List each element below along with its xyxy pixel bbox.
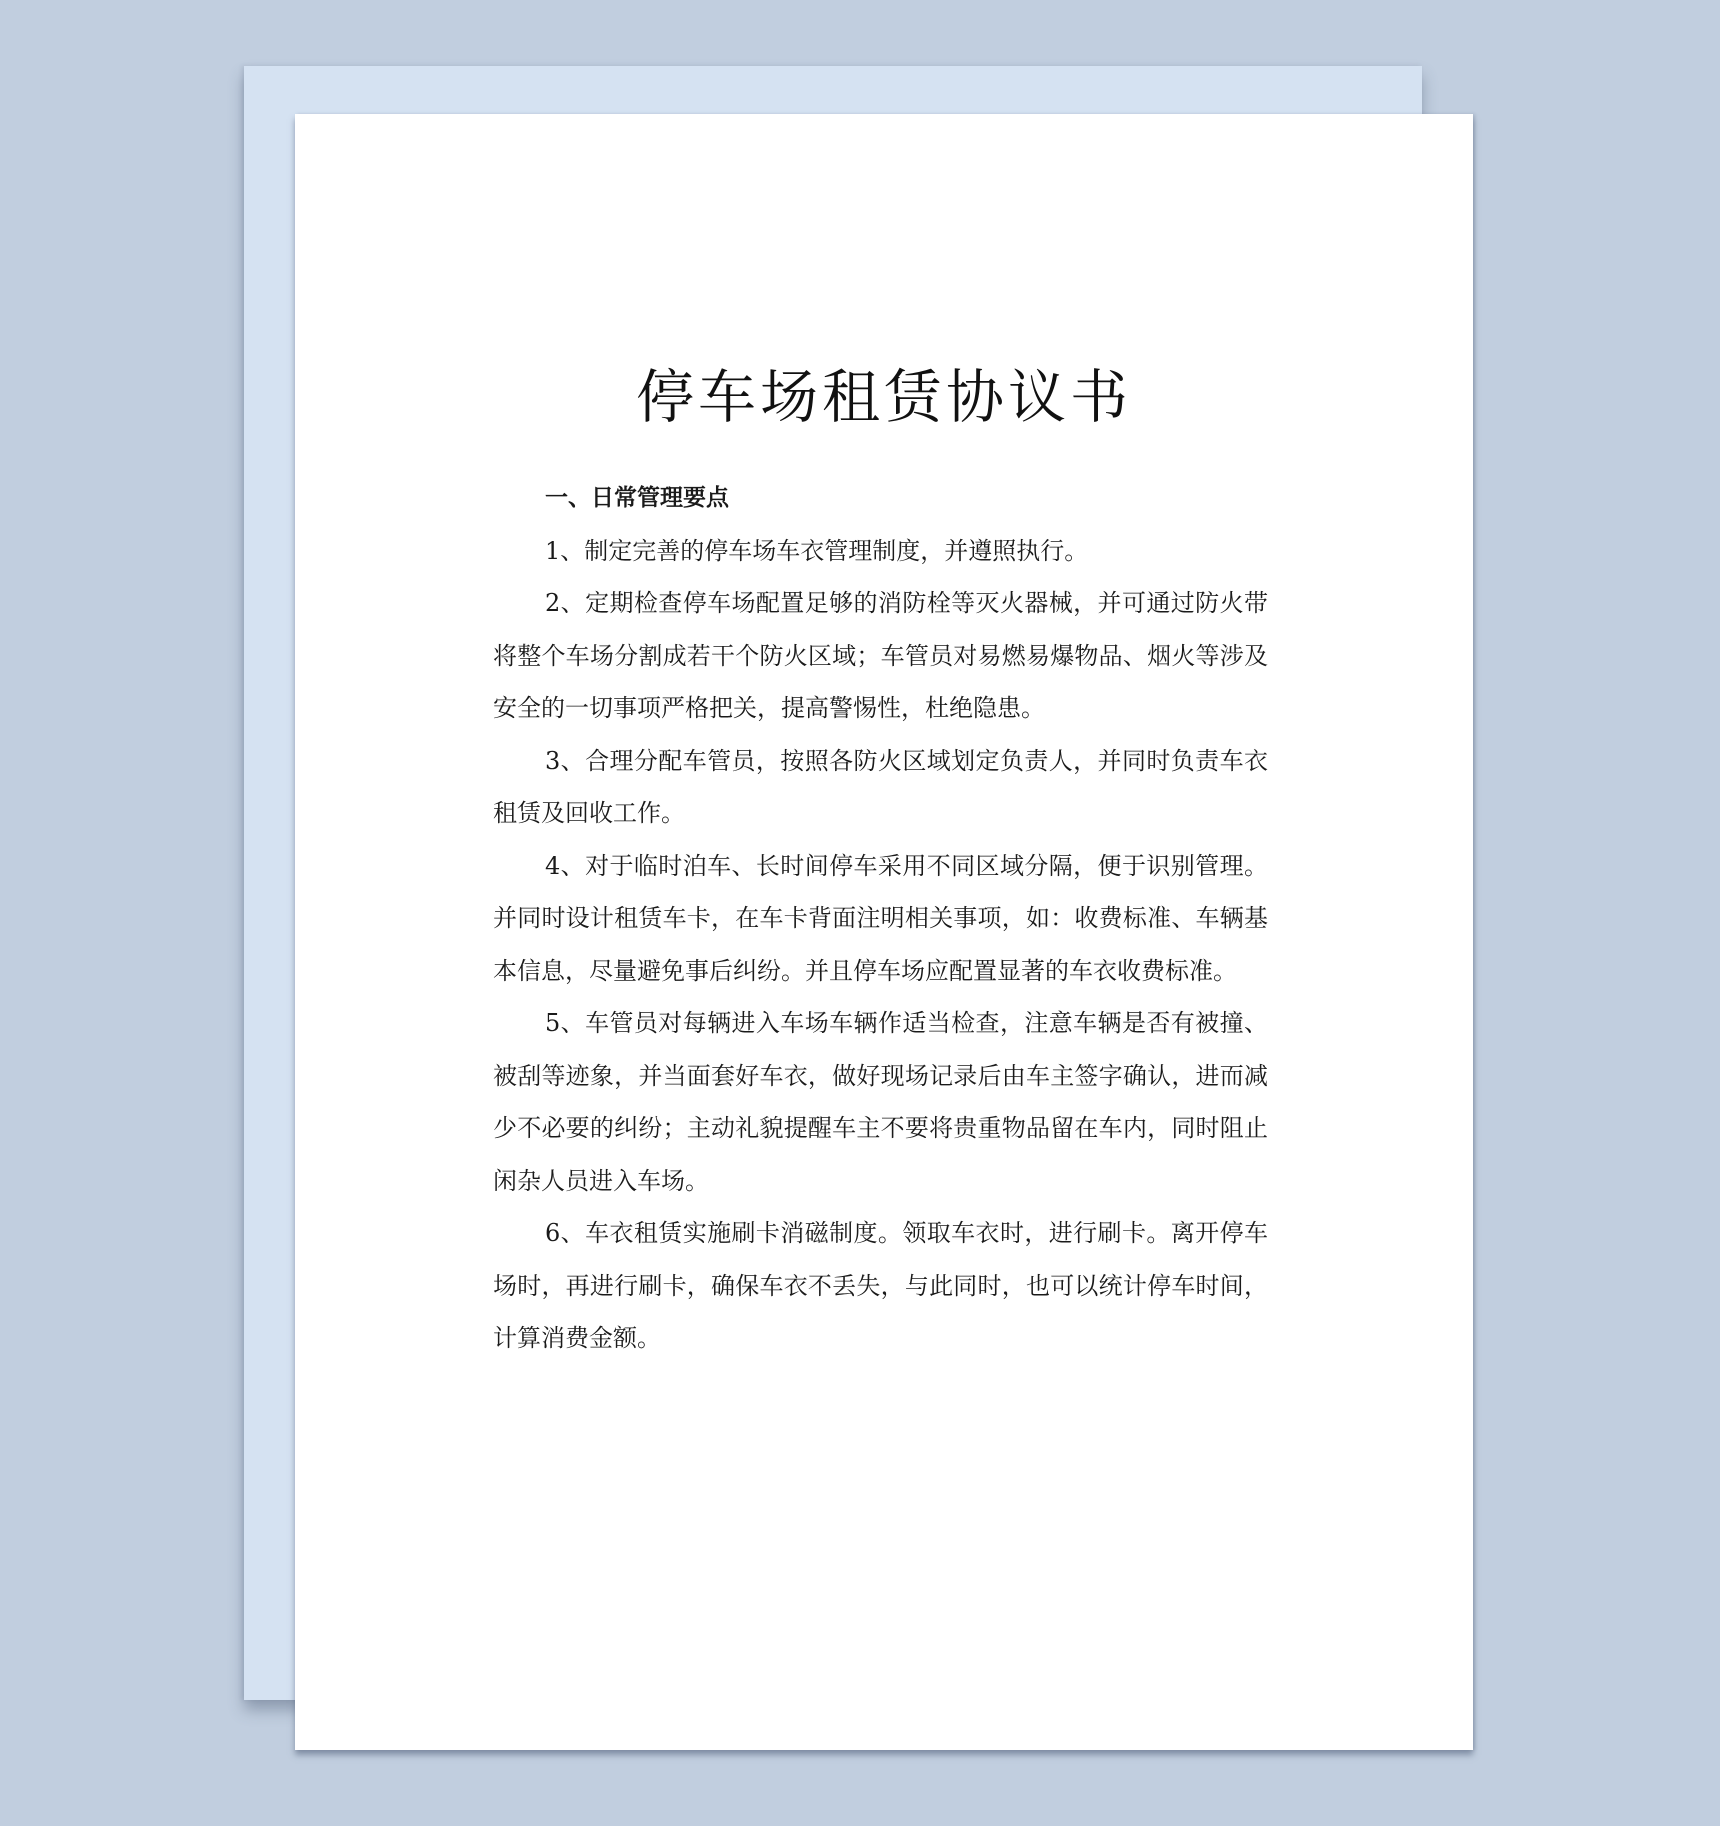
section-heading: 一、日常管理要点 (545, 485, 729, 511)
paragraph-5: 5、车管员对每辆进入车场车辆作适当检查，注意车辆是否有被撞、被刮等迹象，并当面套好车衣，做好现场记录后由车主签字确认，进而减少不必要的纠纷；主动礼貌提醒车主不要将贵重物品留在车内，同时阻止闲杂人员进入车场。 (493, 1009, 1268, 1195)
paragraph-4: 4、对于临时泊车、长时间停车采用不同区域分隔，便于识别管理。并同时设计租赁车卡，在车卡背面注明相关事项，如：收费标准、车辆基本信息，尽量避免事后纠纷。并且停车场应配置显著的车衣收费标准。 (493, 851, 1268, 985)
document-title: 停车场租赁协议书 (635, 363, 1132, 431)
paragraph-3: 3、合理分配车管员，按照各防火区域划定负责人，并同时负责车衣租赁及回收工作。 (493, 746, 1268, 827)
paragraph-1: 1、制定完善的停车场车衣管理制度，并遵照执行。 (545, 536, 1089, 565)
document-page (295, 114, 1473, 1750)
document-body (493, 472, 1268, 1365)
paragraph-2: 2、定期检查停车场配置足够的消防栓等灭火器械，并可通过防火带将整个车场分割成若干个防火区域；车管员对易燃易爆物品、烟火等涉及安全的一切事项严格把关，提高警惕性，杜绝隐患。 (493, 589, 1268, 722)
paragraph-6: 6、车衣租赁实施刷卡消磁制度。领取车衣时，进行刷卡。离开停车场时，再进行刷卡，确保车衣不丢失，与此同时，也可以统计停车时间，计算消费金额。 (493, 1219, 1268, 1352)
